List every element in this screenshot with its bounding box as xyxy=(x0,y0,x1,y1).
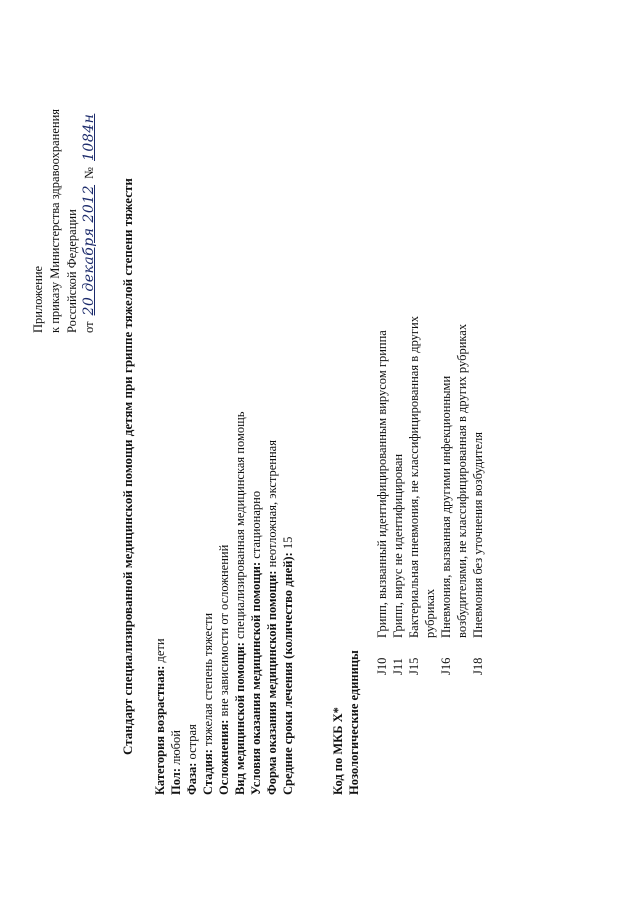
param-value: стационарно xyxy=(249,490,263,559)
icd-code: J15 xyxy=(407,657,421,675)
diagnosis-code-list xyxy=(374,115,486,675)
param-value: вне зависимости от осложнений xyxy=(217,544,231,717)
icd-description: Пневмония, вызванная другими инфекционными возбудителями, не классифицированная в других рубриках xyxy=(439,323,469,638)
standard-parameters xyxy=(152,235,296,795)
nosological-units-label: Нозологические единицы xyxy=(347,650,361,795)
param-value: неотложная, экстренная xyxy=(265,440,279,568)
param-label: Пол: xyxy=(169,768,183,795)
icd-description: Бактериальная пневмония, не классифицированная в других рубриках xyxy=(407,316,437,638)
approval-order-line: к приказу Министерства здравоохранения xyxy=(48,108,62,333)
list-item xyxy=(470,115,486,675)
param-label: Стадия: xyxy=(201,749,215,795)
param-value: любой xyxy=(169,730,183,765)
document-title: Стандарт специализированной медицинской помощи детям при гриппе тяжелой степени тяжести xyxy=(120,178,135,755)
param-row xyxy=(248,235,264,795)
list-item xyxy=(374,115,390,675)
param-label: Вид медицинской помощи: xyxy=(233,642,247,795)
param-label: Фаза: xyxy=(185,762,199,795)
param-row xyxy=(232,235,248,795)
mkb-code-label: Код по МКБ X* xyxy=(331,707,345,795)
icd-description: Пневмония без уточнения возбудителя xyxy=(471,432,485,638)
approval-federation-line: Российской Федерации xyxy=(65,209,79,333)
param-label: Категория возрастная: xyxy=(153,665,167,795)
icd-code: J10 xyxy=(375,657,389,675)
param-row xyxy=(200,235,216,795)
list-item xyxy=(406,115,438,675)
param-row xyxy=(152,235,168,795)
param-value: тяжелая степень тяжести xyxy=(201,612,215,747)
param-row xyxy=(264,235,280,795)
param-value: специализированная медицинская помощь xyxy=(233,411,247,639)
list-item xyxy=(438,115,470,675)
handwritten-date: 20 декабря 2012 xyxy=(81,184,97,316)
param-label: Осложнения: xyxy=(217,719,231,795)
from-label: от xyxy=(82,321,96,333)
approval-date-line xyxy=(81,3,98,333)
handwritten-number: 1084н xyxy=(81,113,97,161)
mkb-header xyxy=(330,465,362,795)
icd-description: Грипп, вызванный идентифицированным вирусом гриппа xyxy=(375,330,389,638)
param-label: Средние сроки лечения (количество дней): xyxy=(281,552,295,795)
list-item xyxy=(390,115,406,675)
param-row xyxy=(280,235,296,795)
param-value: острая xyxy=(185,724,199,760)
icd-code: J16 xyxy=(439,657,453,675)
icd-description: Грипп, вирус не идентифицирован xyxy=(391,453,405,638)
param-label: Форма оказания медицинской помощи: xyxy=(265,570,279,795)
icd-code: J11 xyxy=(391,658,405,675)
param-label: Условия оказания медицинской помощи: xyxy=(249,561,263,795)
param-row xyxy=(184,235,200,795)
icd-code: J18 xyxy=(471,657,485,675)
number-label: № xyxy=(82,167,96,179)
param-value: 15 xyxy=(281,536,295,550)
approval-block xyxy=(30,3,98,333)
param-value: дети xyxy=(153,638,167,663)
approval-heading: Приложение xyxy=(31,265,45,333)
param-row xyxy=(168,235,184,795)
param-row xyxy=(216,235,232,795)
